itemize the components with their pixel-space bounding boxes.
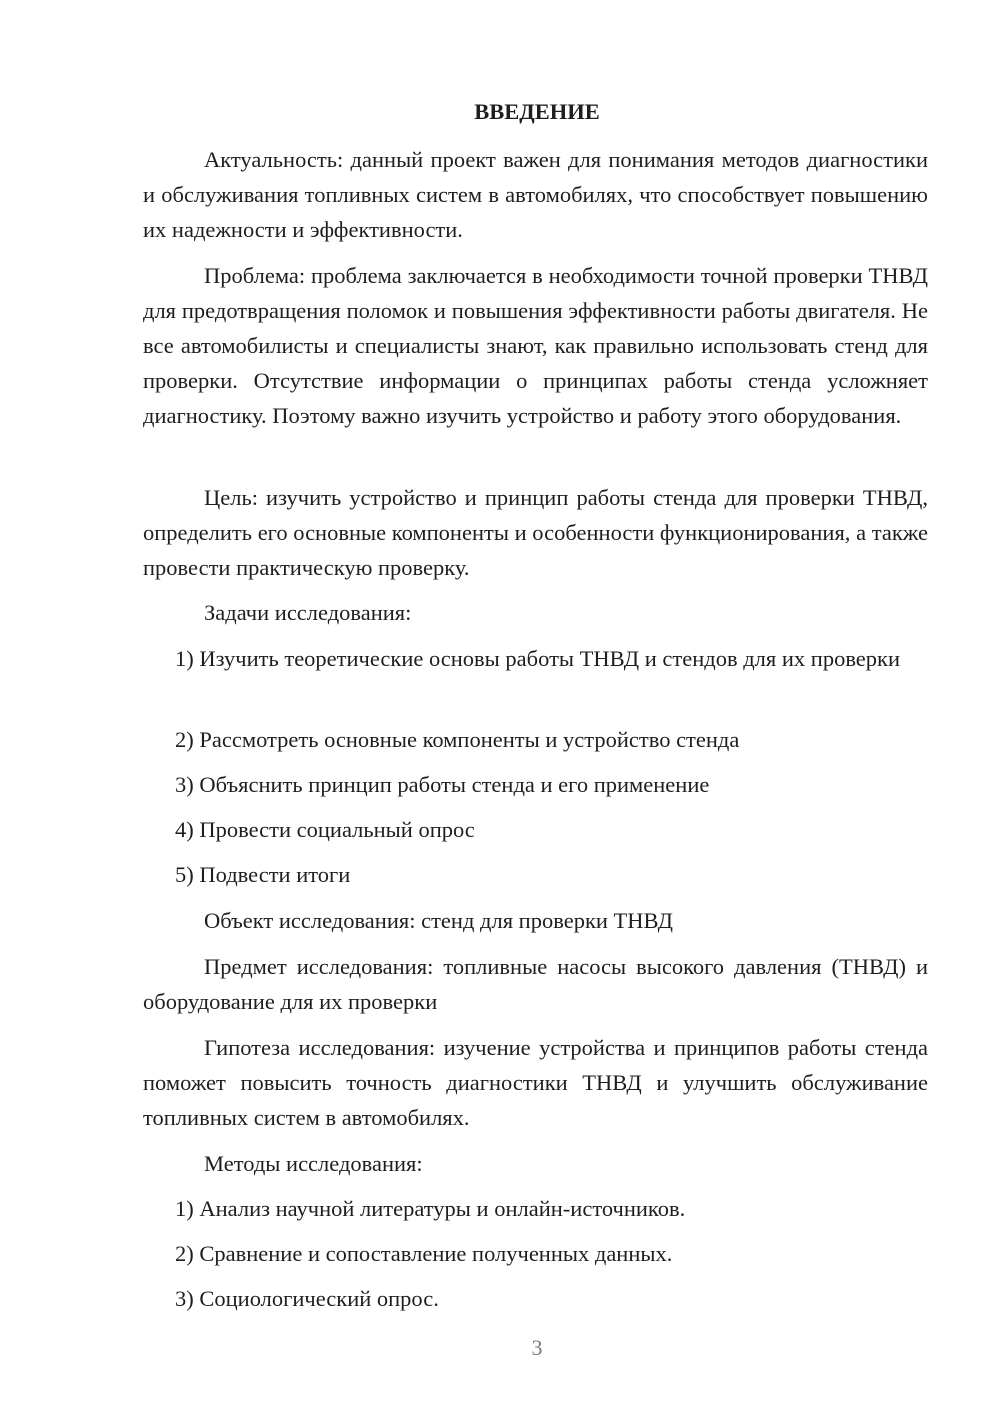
task-item-2: 2) Рассмотреть основные компоненты и устройство стенда bbox=[175, 727, 740, 752]
subject-paragraph: Предмет исследования: топливные насосы высокого давления (ТНВД) и оборудование для их проверки bbox=[143, 954, 928, 1014]
goal-paragraph: Цель: изучить устройство и принцип работы стенда для проверки ТНВД, определить его основные компоненты и особенности функционирования, а также провести практическую проверку. bbox=[143, 485, 928, 580]
hypothesis-paragraph: Гипотеза исследования: изучение устройства и принципов работы стенда поможет повысить точность диагностики ТНВД и улучшить обслуживание топливных систем в автомобилях. bbox=[143, 1035, 928, 1130]
page-number: 3 bbox=[531, 1335, 543, 1360]
task-item-3: 3) Объяснить принцип работы стенда и его применение bbox=[175, 772, 710, 797]
page-title: ВВЕДЕНИЕ bbox=[474, 99, 600, 124]
relevance-paragraph: Актуальность: данный проект важен для понимания методов диагностики и обслуживания топливных систем в автомобилях, что способствует повышению их надежности и эффективности. bbox=[143, 147, 928, 242]
problem-paragraph: Проблема: проблема заключается в необходимости точной проверки ТНВД для предотвращения поломок и повышения эффективности работы двигателя. Не все автомобилисты и специалисты знают, как правильно использовать стенд для проверки. Отсутствие информации о принципах работы стенда усложняет диагностику. Поэтому важно изучить устройство и работу этого оборудования. bbox=[143, 263, 928, 428]
method-item-1: 1) Анализ научной литературы и онлайн-источников. bbox=[175, 1196, 686, 1221]
task-item-1: 1) Изучить теоретические основы работы ТНВД и стендов для их проверки bbox=[175, 646, 901, 671]
method-item-2: 2) Сравнение и сопоставление полученных данных. bbox=[175, 1241, 673, 1266]
task-item-4: 4) Провести социальный опрос bbox=[175, 817, 475, 842]
tasks-heading: Задачи исследования: bbox=[204, 600, 412, 625]
object-paragraph: Объект исследования: стенд для проверки ТНВД bbox=[204, 908, 674, 933]
methods-heading: Методы исследования: bbox=[204, 1151, 423, 1176]
method-item-3: 3) Социологический опрос. bbox=[175, 1286, 439, 1311]
task-item-5: 5) Подвести итоги bbox=[175, 862, 351, 887]
